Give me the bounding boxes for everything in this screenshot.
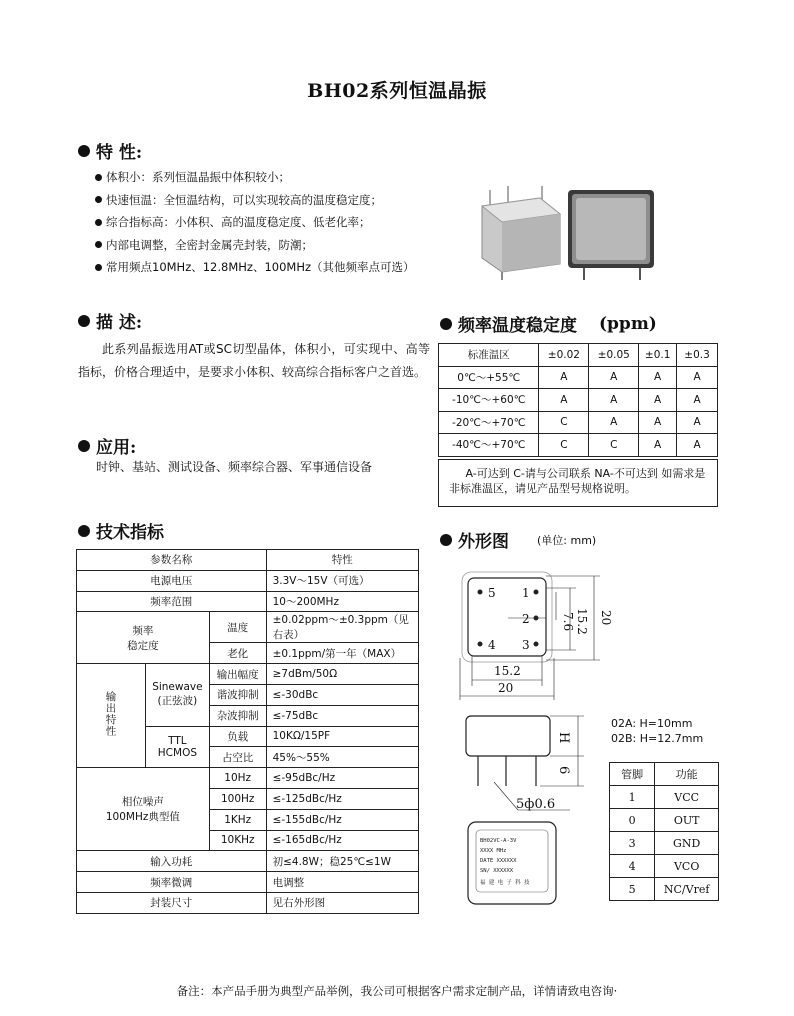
table-cell: 0 bbox=[610, 809, 655, 832]
application-heading-text: 应用: bbox=[96, 438, 137, 458]
spec-table bbox=[76, 549, 419, 914]
param-cell: 10Hz bbox=[209, 768, 266, 789]
table-cell: VCC bbox=[655, 786, 719, 809]
bullet-icon bbox=[95, 174, 102, 181]
table-row bbox=[610, 832, 719, 855]
table-cell: -20℃～+70℃ bbox=[439, 411, 539, 434]
side-body bbox=[466, 716, 550, 756]
value-cell: ≥7dBm/50Ω bbox=[266, 664, 418, 685]
table-cell: A bbox=[589, 411, 639, 434]
height-notes bbox=[611, 716, 703, 746]
param-cell: 温度 bbox=[209, 612, 266, 643]
width-15-2-label: 15.2 bbox=[494, 664, 521, 678]
bullet-icon bbox=[78, 145, 90, 157]
bullet-icon bbox=[440, 318, 452, 330]
outline-heading-text: 外形图 bbox=[458, 532, 509, 552]
output-label-cell bbox=[77, 664, 146, 768]
param-cell: 电源电压 bbox=[77, 570, 267, 591]
sine-label-line: Sinewave bbox=[152, 681, 203, 694]
param-cell: 输入功耗 bbox=[77, 851, 267, 872]
table-cell: -40℃～+70℃ bbox=[439, 434, 539, 457]
table-row bbox=[439, 434, 718, 457]
label-line: DATE XXXXXX bbox=[480, 858, 517, 864]
outline-heading bbox=[440, 527, 596, 552]
pin-1-dot bbox=[534, 590, 539, 595]
bullet-icon bbox=[95, 241, 102, 248]
table-cell: C bbox=[539, 411, 589, 434]
param-cell: 封装尺寸 bbox=[77, 892, 267, 913]
pin-1-label: 1 bbox=[522, 586, 530, 600]
height-h-label: H bbox=[556, 732, 571, 744]
feature-item bbox=[95, 234, 415, 257]
height-20-label: 20 bbox=[599, 610, 613, 626]
feature-item bbox=[95, 211, 415, 234]
param-cell: 谐波抑制 bbox=[209, 684, 266, 705]
outline-unit: (单位: mm) bbox=[537, 533, 597, 547]
table-cell: 5 bbox=[610, 878, 655, 901]
height-note-b: 02B: H=12.7mm bbox=[611, 732, 704, 745]
table-row bbox=[610, 786, 719, 809]
value-cell: ≤-155dBc/Hz bbox=[266, 809, 418, 830]
pin-table bbox=[609, 762, 719, 901]
header-cell: ±0.1 bbox=[639, 344, 677, 367]
features-heading bbox=[78, 138, 142, 163]
ttl-label-line: HCMOS bbox=[157, 746, 197, 759]
table-cell: A bbox=[639, 434, 677, 457]
value-cell: ≤-125dBc/Hz bbox=[266, 788, 418, 809]
table-cell: A bbox=[589, 389, 639, 412]
stability-label-line: 频率 bbox=[132, 624, 154, 637]
value-cell: ±0.02ppm～±0.3ppm（见右表） bbox=[266, 612, 418, 643]
param-cell: 频率范围 bbox=[77, 591, 267, 612]
table-cell: C bbox=[539, 434, 589, 457]
label-line: XXXX MHz bbox=[480, 848, 507, 854]
pin-3-dot bbox=[534, 642, 539, 647]
header-cell: 参数名称 bbox=[77, 550, 267, 571]
feature-text: 快速恒温：全恒温结构，可以实现较高的温度稳定度； bbox=[106, 192, 382, 207]
param-cell: 占空比 bbox=[209, 747, 266, 768]
table-row bbox=[610, 878, 719, 901]
param-cell: 老化 bbox=[209, 643, 266, 664]
table-cell: C bbox=[589, 434, 639, 457]
phase-label-cell bbox=[77, 768, 210, 851]
table-cell: A bbox=[539, 366, 589, 389]
table-row bbox=[77, 591, 419, 612]
table-row bbox=[77, 570, 419, 591]
page-title: BH02系列恒温晶振 bbox=[307, 80, 487, 102]
table-cell: -10℃～+60℃ bbox=[439, 389, 539, 412]
param-cell: 频率微调 bbox=[77, 872, 267, 893]
table-row bbox=[77, 612, 419, 643]
table-row bbox=[439, 366, 718, 389]
param-cell: 10KHz bbox=[209, 830, 266, 851]
value-cell: ≤-165dBc/Hz bbox=[266, 830, 418, 851]
leader-line bbox=[494, 782, 518, 810]
pin-2-dot bbox=[534, 616, 539, 621]
stability-table bbox=[438, 343, 718, 457]
table-cell: A bbox=[677, 366, 718, 389]
output-label: 输出特性 bbox=[104, 691, 117, 738]
feature-text: 内部电调整，全密封金属壳封装，防潮； bbox=[106, 237, 313, 252]
table-row bbox=[610, 763, 719, 786]
ttl-label-cell bbox=[146, 726, 210, 768]
table-cell: 4 bbox=[610, 855, 655, 878]
value-cell: 电调整 bbox=[266, 872, 418, 893]
pin-4-dot bbox=[478, 642, 483, 647]
table-row bbox=[610, 855, 719, 878]
table-row bbox=[77, 851, 419, 872]
description-heading bbox=[78, 308, 142, 333]
pin-2-label: 2 bbox=[522, 612, 530, 626]
table-cell: A bbox=[539, 389, 589, 412]
value-cell: ±0.1ppm/第一年（MAX） bbox=[266, 643, 418, 664]
table-row bbox=[77, 664, 419, 685]
stability-heading-text: 频率温度稳定度 bbox=[458, 316, 577, 336]
outline-top-view bbox=[458, 568, 638, 703]
dim-7-6-label: 7.6 bbox=[561, 612, 575, 632]
header-cell: 功能 bbox=[655, 763, 719, 786]
bullet-icon bbox=[95, 219, 102, 226]
table-cell: A bbox=[639, 411, 677, 434]
stability-note: A-可达到 C-请与公司联系 NA-不可达到 如需求是非标准温区，请见产品型号规格说明。 bbox=[438, 459, 718, 507]
feature-item bbox=[95, 166, 415, 189]
height-15-2-label: 15.2 bbox=[575, 608, 589, 635]
pin-length-label: 6 bbox=[556, 766, 571, 775]
param-cell: 输出幅度 bbox=[209, 664, 266, 685]
feature-text: 综合指标高：小体积、高的温度稳定度、低老化率； bbox=[106, 215, 371, 229]
outline-side-view bbox=[460, 712, 590, 817]
header-cell: 标准温区 bbox=[439, 344, 539, 367]
header-cell: 特性 bbox=[266, 550, 418, 571]
outline-label-view bbox=[466, 820, 558, 906]
table-cell: 1 bbox=[610, 786, 655, 809]
phase-label-line: 100MHz典型值 bbox=[105, 811, 180, 824]
table-cell: NC/Vref bbox=[655, 878, 719, 901]
value-cell: 45%～55% bbox=[266, 747, 418, 768]
bullet-icon bbox=[95, 264, 102, 271]
table-cell: OUT bbox=[655, 809, 719, 832]
table-cell: A bbox=[639, 366, 677, 389]
label-line: BH02VC-A-3V bbox=[480, 838, 517, 844]
value-cell: 初≤4.8W；稳25℃≤1W bbox=[266, 851, 418, 872]
bullet-icon bbox=[78, 440, 90, 452]
product-photo-1 bbox=[482, 186, 560, 280]
footer-note: 备注：本产品手册为典型产品举例，我公司可根据客户需求定制产品，详情请致电咨询· bbox=[176, 984, 618, 998]
table-row bbox=[77, 550, 419, 571]
param-cell: 负载 bbox=[209, 726, 266, 747]
label-line: SN/ XXXXXX bbox=[480, 868, 514, 874]
table-row bbox=[77, 892, 419, 913]
feature-item bbox=[95, 256, 415, 279]
pin-3-label: 3 bbox=[522, 638, 530, 652]
package-flange bbox=[462, 572, 552, 662]
sine-label-cell bbox=[146, 664, 210, 726]
table-cell: VCO bbox=[655, 855, 719, 878]
sine-label-line: (正弦波) bbox=[157, 695, 198, 708]
table-cell: A bbox=[677, 411, 718, 434]
width-20-label: 20 bbox=[498, 681, 514, 695]
table-cell: A bbox=[589, 366, 639, 389]
stability-heading bbox=[440, 311, 657, 336]
application-heading bbox=[78, 433, 136, 458]
features-heading-text: 特 性: bbox=[96, 143, 143, 163]
description-heading-text: 描 述: bbox=[96, 313, 143, 333]
value-cell: ≤-75dBc bbox=[266, 705, 418, 726]
features-list bbox=[95, 166, 415, 279]
value-cell: 10～200MHz bbox=[266, 591, 418, 612]
stability-unit: (ppm) bbox=[599, 313, 657, 334]
feature-text: 体积小：系列恒温晶振中体积较小； bbox=[106, 170, 290, 184]
value-cell: ≤-30dBc bbox=[266, 684, 418, 705]
value-cell: 10KΩ/15PF bbox=[266, 726, 418, 747]
param-cell: 杂波抑制 bbox=[209, 705, 266, 726]
pin-4-label: 4 bbox=[488, 638, 496, 652]
pin-5-dot bbox=[478, 590, 483, 595]
value-cell: 3.3V～15V（可选） bbox=[266, 570, 418, 591]
product-photo-2 bbox=[568, 190, 654, 280]
value-cell: 见右外形图 bbox=[266, 892, 418, 913]
table-cell: A bbox=[639, 389, 677, 412]
label-line: 福 建 电 子 科 技 bbox=[480, 880, 530, 886]
stability-label-line: 稳定度 bbox=[127, 639, 159, 652]
table-cell: A bbox=[677, 389, 718, 412]
height-note-a: 02A: H=10mm bbox=[611, 717, 693, 730]
bullet-icon bbox=[95, 196, 102, 203]
description-text: 此系列晶振选用AT或SC切型晶体，体积小，可实现中、高等指标，价格合理适中，是要求小体积、较高综合指标客户之首选。 bbox=[78, 342, 430, 379]
header-cell: 管脚 bbox=[610, 763, 655, 786]
table-cell: A bbox=[677, 434, 718, 457]
spec-heading-text: 技术指标 bbox=[96, 523, 164, 543]
feature-item bbox=[95, 189, 415, 212]
ttl-label-line: TTL bbox=[168, 734, 187, 747]
param-cell: 1KHz bbox=[209, 809, 266, 830]
product-photos bbox=[472, 180, 722, 280]
table-row bbox=[610, 809, 719, 832]
table-cell: GND bbox=[655, 832, 719, 855]
table-row bbox=[439, 411, 718, 434]
bullet-icon bbox=[78, 525, 90, 537]
table-cell: 0℃～+55℃ bbox=[439, 366, 539, 389]
value-cell: ≤-95dBc/Hz bbox=[266, 768, 418, 789]
header-cell: ±0.05 bbox=[589, 344, 639, 367]
table-row bbox=[77, 872, 419, 893]
table-cell: 3 bbox=[610, 832, 655, 855]
table-row bbox=[439, 389, 718, 412]
application-text: 时钟、基站、测试设备、频率综合器、军事通信设备 bbox=[96, 460, 373, 474]
phase-label-line: 相位噪声 bbox=[121, 796, 164, 809]
feature-text: 常用频点10MHz、12.8MHz、100MHz（其他频率点可选） bbox=[106, 260, 415, 274]
header-cell: ±0.02 bbox=[539, 344, 589, 367]
pin-diameter-label: 5ф0.6 bbox=[516, 797, 556, 812]
spec-heading bbox=[78, 518, 164, 543]
table-row bbox=[77, 768, 419, 789]
param-cell: 100Hz bbox=[209, 788, 266, 809]
table-row bbox=[439, 344, 718, 367]
bullet-icon bbox=[78, 315, 90, 327]
pin-5-label: 5 bbox=[488, 586, 496, 600]
stability-label-cell bbox=[77, 612, 210, 664]
header-cell: ±0.3 bbox=[677, 344, 718, 367]
bullet-icon bbox=[440, 534, 452, 546]
